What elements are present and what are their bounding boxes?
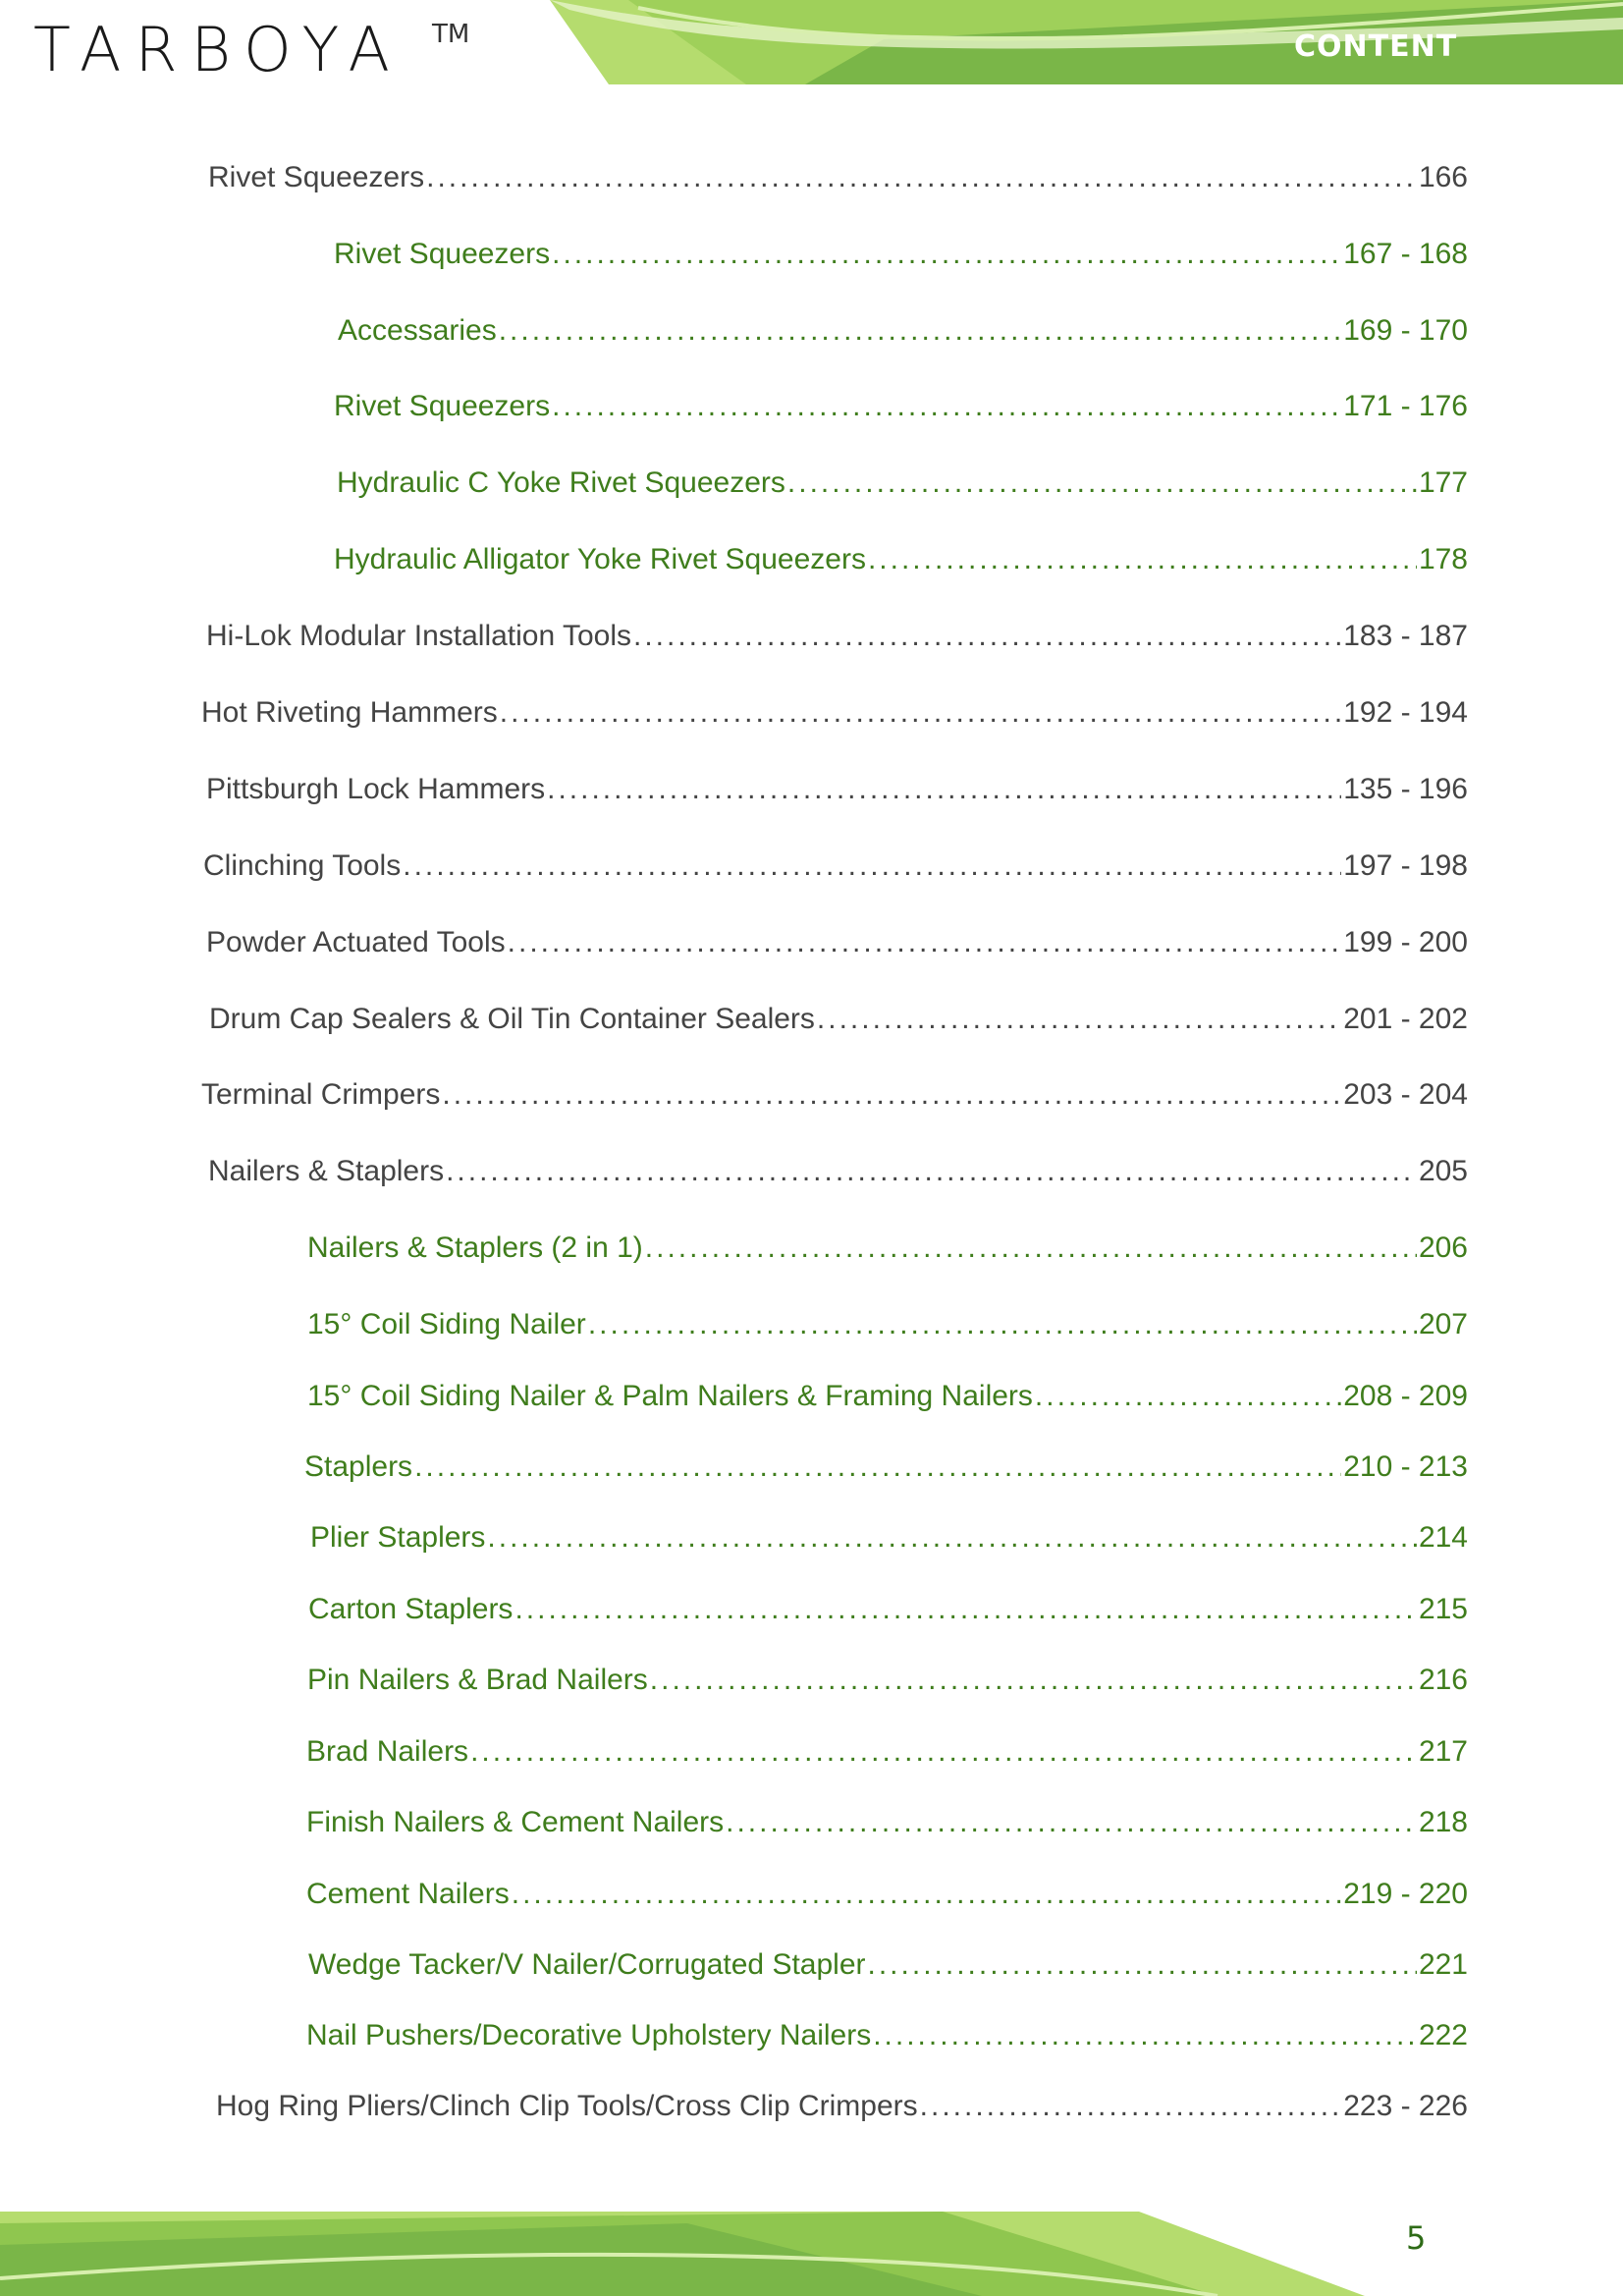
toc-entry-title: Brad Nailers xyxy=(306,1735,469,1768)
toc-entry[interactable] xyxy=(208,160,1468,195)
toc-entry[interactable] xyxy=(334,542,1468,577)
toc-entry-page: 192 - 194 xyxy=(1343,696,1468,729)
toc-entry-title: Drum Cap Sealers & Oil Tin Container Sealers xyxy=(209,1003,815,1035)
toc-entry[interactable] xyxy=(334,237,1468,272)
toc-entry[interactable] xyxy=(306,1877,1468,1912)
toc-entry[interactable] xyxy=(201,695,1468,731)
toc-dot-leader xyxy=(470,1734,1417,1770)
toc-dot-leader xyxy=(552,237,1341,272)
toc-entry-page: 216 xyxy=(1418,1664,1468,1696)
toc-dot-leader xyxy=(487,1520,1417,1556)
toc-entry-page: 183 - 187 xyxy=(1343,620,1468,652)
toc-entry-page: 203 - 204 xyxy=(1343,1078,1468,1111)
toc-entry-page: 214 xyxy=(1418,1521,1468,1554)
toc-dot-leader xyxy=(817,1002,1341,1037)
toc-entry-page: 205 xyxy=(1418,1155,1468,1187)
toc-dot-leader xyxy=(508,925,1342,960)
toc-entry-page: 223 - 226 xyxy=(1343,2090,1468,2122)
page-number: 5 xyxy=(1406,2219,1427,2257)
toc-entry-title: Staplers xyxy=(304,1450,413,1483)
toc-entry-title: Carton Staplers xyxy=(308,1593,514,1625)
toc-entry-page: 219 - 220 xyxy=(1343,1878,1468,1910)
toc-dot-leader xyxy=(442,1077,1341,1113)
toc-dot-leader xyxy=(726,1805,1417,1840)
toc-dot-leader xyxy=(552,389,1341,424)
toc-entry-title: Cement Nailers xyxy=(306,1878,510,1910)
toc-entry-page: 135 - 196 xyxy=(1343,773,1468,805)
toc-entry[interactable] xyxy=(306,1805,1468,1840)
toc-entry-page: 207 xyxy=(1418,1308,1468,1340)
toc-entry[interactable] xyxy=(201,1077,1468,1113)
toc-entry-title: 15° Coil Siding Nailer xyxy=(307,1308,586,1340)
toc-entry-title: Plier Staplers xyxy=(310,1521,486,1554)
toc-entry-page: 197 - 198 xyxy=(1343,849,1468,882)
toc-entry[interactable] xyxy=(334,389,1468,424)
toc-dot-leader xyxy=(514,1592,1417,1627)
toc-entry[interactable] xyxy=(337,465,1468,501)
toc-entry[interactable] xyxy=(308,1947,1468,1983)
toc-entry-page: 167 - 168 xyxy=(1343,238,1468,270)
toc-entry-page: 208 - 209 xyxy=(1343,1380,1468,1412)
toc-entry[interactable] xyxy=(307,1379,1468,1414)
toc-entry-page: 221 xyxy=(1418,1948,1468,1981)
toc-entry-title: Nailers & Staplers (2 in 1) xyxy=(307,1231,643,1264)
toc-entry-title: Pittsburgh Lock Hammers xyxy=(206,773,546,805)
tarboya-logo: TARBOYA xyxy=(33,14,404,85)
toc-entry-page: 166 xyxy=(1418,161,1468,193)
toc-dot-leader xyxy=(403,848,1341,884)
toc-entry[interactable] xyxy=(216,2089,1468,2124)
toc-entry-title: Accessaries xyxy=(338,314,497,347)
toc-entry[interactable] xyxy=(203,848,1468,884)
toc-dot-leader xyxy=(645,1230,1417,1266)
toc-entry-title: 15° Coil Siding Nailer & Palm Nailers & Framing Nailers xyxy=(307,1380,1033,1412)
toc-dot-leader xyxy=(500,695,1341,731)
toc-entry-page: 210 - 213 xyxy=(1343,1450,1468,1483)
toc-dot-leader xyxy=(633,619,1341,654)
toc-entry-title: Hot Riveting Hammers xyxy=(201,696,498,729)
page-footer xyxy=(0,2210,1623,2296)
toc-dot-leader xyxy=(868,542,1417,577)
toc-entry-title: Nailers & Staplers xyxy=(208,1155,445,1187)
toc-entry[interactable] xyxy=(307,1307,1468,1342)
toc-dot-leader xyxy=(787,465,1417,501)
toc-entry-page: 215 xyxy=(1418,1593,1468,1625)
toc-dot-leader xyxy=(1035,1379,1341,1414)
toc-dot-leader xyxy=(588,1307,1417,1342)
toc-entry-page: 201 - 202 xyxy=(1343,1003,1468,1035)
toc-dot-leader xyxy=(650,1663,1417,1698)
toc-entry-page: 178 xyxy=(1418,543,1468,575)
toc-entry-title: Nail Pushers/Decorative Upholstery Nailers xyxy=(306,2019,872,2051)
toc-entry[interactable] xyxy=(310,1520,1468,1556)
toc-dot-leader xyxy=(547,772,1341,807)
trademark-mark: TM xyxy=(432,20,470,49)
toc-entry[interactable] xyxy=(338,313,1468,349)
toc-entry-title: Hydraulic Alligator Yoke Rivet Squeezers xyxy=(334,543,866,575)
toc-entry-title: Hi-Lok Modular Installation Tools xyxy=(206,620,631,652)
toc-entry[interactable] xyxy=(306,2018,1468,2053)
toc-entry-page: 199 - 200 xyxy=(1343,926,1468,958)
toc-entry-page: 217 xyxy=(1418,1735,1468,1768)
toc-entry[interactable] xyxy=(307,1230,1468,1266)
toc-entry-title: Wedge Tacker/V Nailer/Corrugated Stapler xyxy=(308,1948,866,1981)
toc-dot-leader xyxy=(873,2018,1417,2053)
toc-entry[interactable] xyxy=(206,772,1468,807)
toc-entry-title: Rivet Squeezers xyxy=(334,238,551,270)
toc-entry-page: 206 xyxy=(1418,1231,1468,1264)
toc-entry-title: Pin Nailers & Brad Nailers xyxy=(307,1664,648,1696)
toc-dot-leader xyxy=(499,313,1342,349)
toc-entry-title: Powder Actuated Tools xyxy=(206,926,506,958)
toc-entry[interactable] xyxy=(304,1449,1468,1485)
toc-entry-title: Rivet Squeezers xyxy=(208,161,425,193)
toc-entry-title: Hog Ring Pliers/Clinch Clip Tools/Cross Clip Crimpers xyxy=(216,2090,918,2122)
toc-entry[interactable] xyxy=(308,1592,1468,1627)
toc-dot-leader xyxy=(446,1154,1417,1189)
toc-entry[interactable] xyxy=(206,925,1468,960)
toc-entry[interactable] xyxy=(307,1663,1468,1698)
toc-entry-title: Finish Nailers & Cement Nailers xyxy=(306,1806,725,1838)
toc-entry-title: Rivet Squeezers xyxy=(334,390,551,422)
toc-entry-page: 218 xyxy=(1418,1806,1468,1838)
toc-entry[interactable] xyxy=(206,619,1468,654)
footer-green-swoosh xyxy=(0,2210,1623,2296)
section-label: CONTENT xyxy=(1294,29,1458,64)
toc-dot-leader xyxy=(414,1449,1341,1485)
toc-entry-title: Terminal Crimpers xyxy=(201,1078,441,1111)
toc-entry[interactable] xyxy=(208,1154,1468,1189)
toc-entry-page: 169 - 170 xyxy=(1343,314,1468,347)
toc-dot-leader xyxy=(512,1877,1341,1912)
toc-entry-page: 222 xyxy=(1418,2019,1468,2051)
toc-entry-page: 177 xyxy=(1418,466,1468,499)
toc-entry[interactable] xyxy=(306,1734,1468,1770)
toc-dot-leader xyxy=(426,160,1417,195)
toc-entry[interactable] xyxy=(209,1002,1468,1037)
toc-entry-title: Hydraulic C Yoke Rivet Squeezers xyxy=(337,466,785,499)
toc-entry-title: Clinching Tools xyxy=(203,849,402,882)
toc-dot-leader xyxy=(868,1947,1417,1983)
toc-entry-page: 171 - 176 xyxy=(1343,390,1468,422)
toc-dot-leader xyxy=(920,2089,1342,2124)
